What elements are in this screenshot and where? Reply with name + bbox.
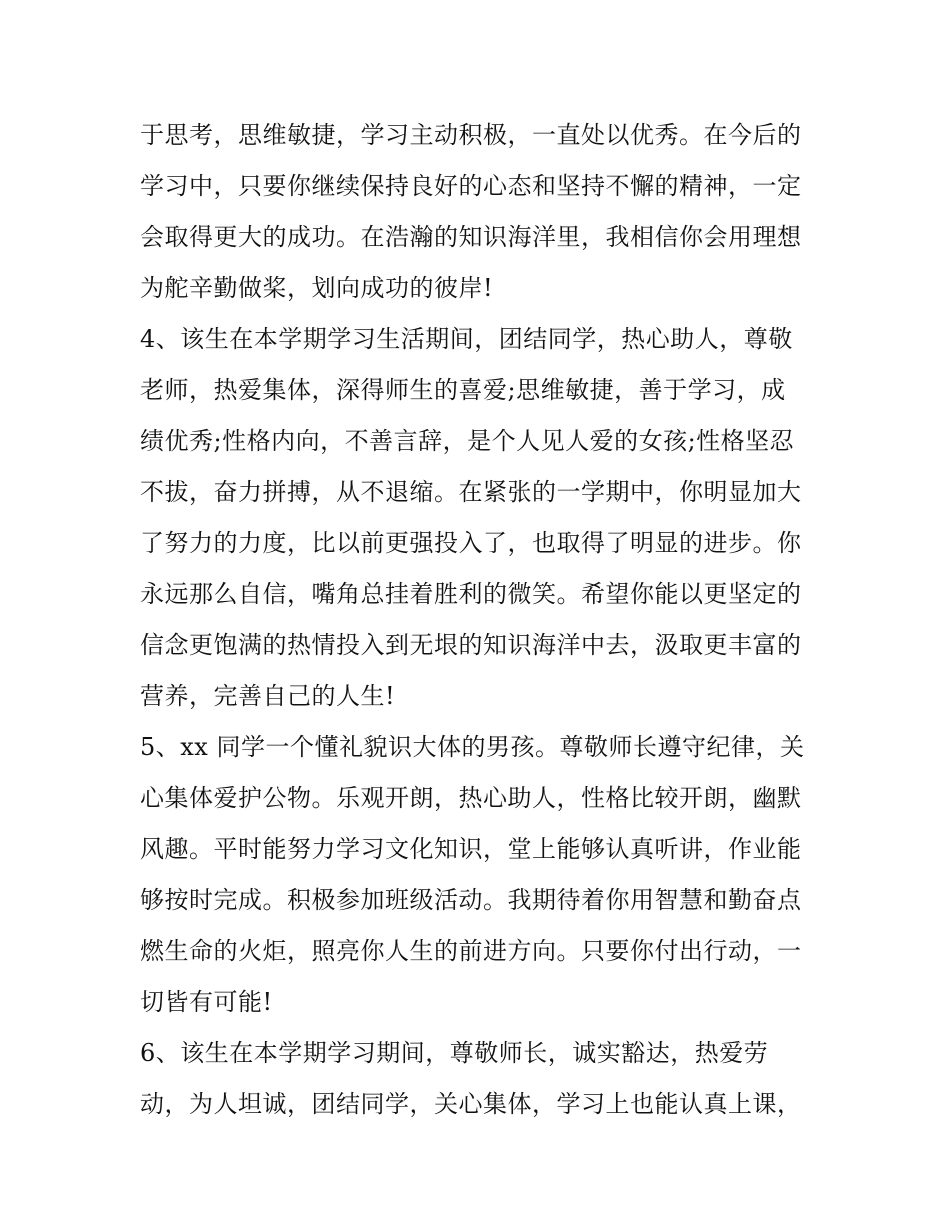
text-line: 绩优秀;性格内向，不善言辞，是个人见人爱的女孩;性格坚忍 (140, 427, 795, 455)
text-line: 永远那么自信，嘴角总挂着胜利的微笑。希望你能以更坚定的 (140, 580, 802, 608)
text-line: 6、该生在本学期学习期间，尊敬师长，诚实豁达，热爱劳 (140, 1039, 769, 1067)
text-line: 风趣。平时能努力学习文化知识，堂上能够认真听讲，作业能 (140, 835, 802, 863)
text-line: 营养，完善自己的人生! (140, 682, 396, 710)
text-line: 5、xx 同学一个懂礼貌识大体的男孩。尊敬师长遵守纪律，关 (140, 733, 805, 761)
text-line: 切皆有可能! (140, 988, 273, 1016)
text-line: 于思考，思维敏捷，学习主动积极，一直处以优秀。在今后的 (140, 121, 802, 149)
text-line: 4、该生在本学期学习生活期间，团结同学，热心助人，尊敬 (140, 325, 793, 353)
text-line: 了努力的力度，比以前更强投入了，也取得了明显的进步。你 (140, 529, 802, 557)
text-line: 为舵辛勤做桨，划向成功的彼岸! (140, 274, 494, 302)
text-line: 动，为人坦诚，团结同学，关心集体，学习上也能认真上课， (140, 1090, 802, 1118)
text-line: 老师，热爱集体，深得师生的喜爱;思维敏捷，善于学习，成 (140, 376, 786, 404)
text-line: 心集体爱护公物。乐观开朗，热心助人，性格比较开朗，幽默 (140, 784, 802, 812)
text-line: 会取得更大的成功。在浩瀚的知识海洋里，我相信你会用理想 (140, 223, 802, 251)
text-line: 信念更饱满的热情投入到无垠的知识海洋中去，汲取更丰富的 (140, 631, 802, 659)
text-line: 不拔，奋力拼搏，从不退缩。在紧张的一学期中，你明显加大 (140, 478, 802, 506)
text-line: 燃生命的火炬，照亮你人生的前进方向。只要你付出行动，一 (140, 937, 802, 965)
text-line: 够按时完成。积极参加班级活动。我期待着你用智慧和勤奋点 (140, 886, 802, 914)
document-body (140, 110, 820, 1130)
text-line: 学习中，只要你继续保持良好的心态和坚持不懈的精神，一定 (140, 172, 802, 200)
